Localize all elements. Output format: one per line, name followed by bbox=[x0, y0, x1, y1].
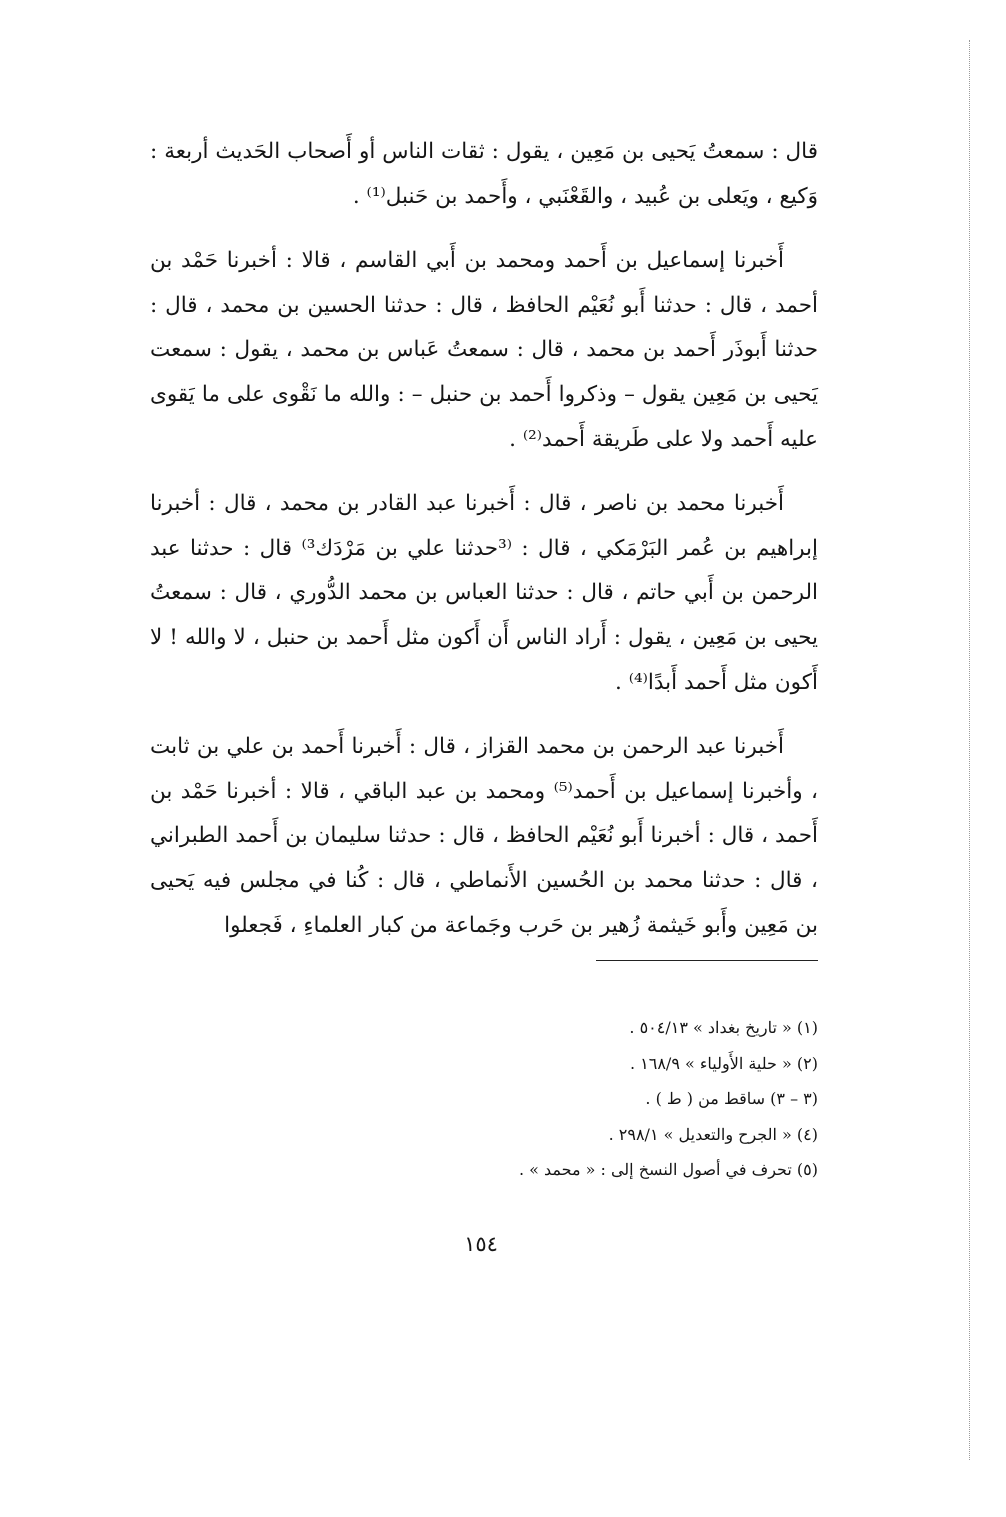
footnote-separator bbox=[596, 960, 818, 961]
paragraph-4: أَخبرنا عبد الرحمن بن محمد القزاز ، قال : أَخبرنا أَحمد بن علي بن ثابت ، وأخبرنا إسماعيل بن أَحمد⁽⁵⁾ ومحمد بن عبد الباقي ، قالا : أخبرنا حَمْد بن أَحمد ، قال : أخبرنا أَبو نُعَيْم الحافظ ، قال : حدثنا سليمان بن أَحمد الطبراني ، قال : حدثنا محمد بن الحُسين الأَنماطي ، قال : كُنا في مجلس فيه يَحيى بن مَعِين وأَبو خَيثمة زُهير بن حَرب وجَماعة من كبار العلماءِ ، فَجعلوا bbox=[150, 734, 818, 938]
paragraph-2: أَخبرنا إسماعيل بن أَحمد ومحمد بن أَبي القاسم ، قالا : أخبرنا حَمْد بن أحمد ، قال : حدثنا أَبو نُعَيْم الحافظ ، قال : حدثنا الحسين بن محمد ، قال : حدثنا أَبوذَر أَحمد بن محمد ، قال : سمعتُ عَباس بن محمد ، يقول : سمعت يَحيى بن مَعِين يقول – وذكروا أَحمد بن حنبل – : والله ما نَقْوى على ما يَقوى عليه أَحمد ولا على طَريقة أَحمد⁽²⁾ . bbox=[150, 248, 818, 452]
footnotes bbox=[150, 1010, 818, 1188]
footnote-1: (١) « تاريخ بغداد » ٥٠٤/١٣ . bbox=[629, 1018, 818, 1037]
footnote-5: (٥) تحرف في أصول النسخ إلى : « محمد » . bbox=[518, 1160, 818, 1179]
footnote-2: (٢) « حلية الأَولياء » ١٦٨/٩ . bbox=[629, 1053, 818, 1073]
footnote-4: (٤) « الجرح والتعديل » ٢٩٨/١ . bbox=[608, 1124, 818, 1144]
footnote-3: (٣ – ٣) ساقط من ( ط ) . bbox=[645, 1089, 818, 1108]
paragraph-1: قال : سمعتُ يَحيى بن مَعِين ، يقول : ثقات الناس أو أَصحاب الحَديث أربعة : وَكيع ، ويَعلى بن عُبيد ، والقَعْنَبي ، وأَحمد بن حَنبل⁽¹⁾ . bbox=[150, 139, 818, 209]
scan-edge-line bbox=[969, 40, 970, 1460]
main-text bbox=[150, 130, 818, 968]
page-number: ١٥٤ bbox=[464, 1232, 498, 1256]
paragraph-3: أَخبرنا محمد بن ناصر ، قال : أَخبرنا عبد القادر بن محمد ، قال : أخبرنا إبراهيم بن عُمر البَرْمَكي ، قال : ⁽³حدثنا علي بن مَرْدَك³⁾ قال : حدثنا عبد الرحمن بن أَبي حاتم ، قال : حدثنا العباس بن محمد الدُّوري ، قال : سمعتُ يحيى بن مَعِين ، يقول : أَراد الناس أَن أَكون مثل أَحمد بن حنبل ، لا والله ! لا أَكون مثل أَحمد أَبدًا⁽⁴⁾ . bbox=[150, 491, 818, 695]
